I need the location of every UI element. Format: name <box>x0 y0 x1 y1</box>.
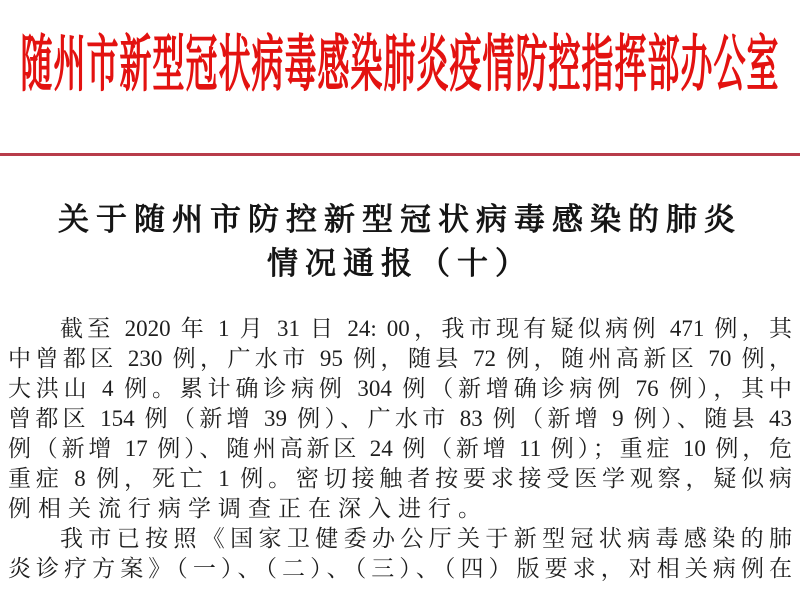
document-body <box>8 314 792 584</box>
body-line: 大洪山 4 例。累计确诊病例 304 例（新增确诊病例 76 例），其中 <box>8 376 792 401</box>
document-title-line2: 情况通报（十） <box>267 246 533 281</box>
red-divider-line <box>0 153 800 156</box>
body-line: 例相关流行病学调查正在深入进行。 <box>8 496 488 521</box>
body-line: 截至 2020 年 1 月 31 日 24: 00，我市现有疑似病例 471 例，其 <box>60 316 792 341</box>
body-line: 例（新增 17 例）、随州高新区 24 例（新增 11 例）；重症 10 例，危 <box>8 436 792 461</box>
document-title-line1: 关于随州市防控新型冠状病毒感染的肺炎 <box>58 202 742 237</box>
body-line: 重症 8 例，死亡 1 例。密切接触者按要求接受医学观察，疑似病 <box>8 466 792 491</box>
body-line: 我市已按照《国家卫健委办公厅关于新型冠状病毒感染的肺 <box>60 526 792 551</box>
document-title <box>0 198 800 286</box>
body-line: 炎诊疗方案》（一）、（二）、（三）、（四）版要求，对相关病例在 <box>8 556 792 581</box>
body-line: 中曾都区 230 例，广水市 95 例，随县 72 例，随州高新区 70 例， <box>8 346 792 371</box>
body-line: 曾都区 154 例（新增 39 例）、广水市 83 例（新增 9 例）、随县 43 <box>8 406 792 431</box>
letterhead-title: 随州市新型冠状病毒感染肺炎疫情防控指挥部办公室 <box>20 29 780 99</box>
